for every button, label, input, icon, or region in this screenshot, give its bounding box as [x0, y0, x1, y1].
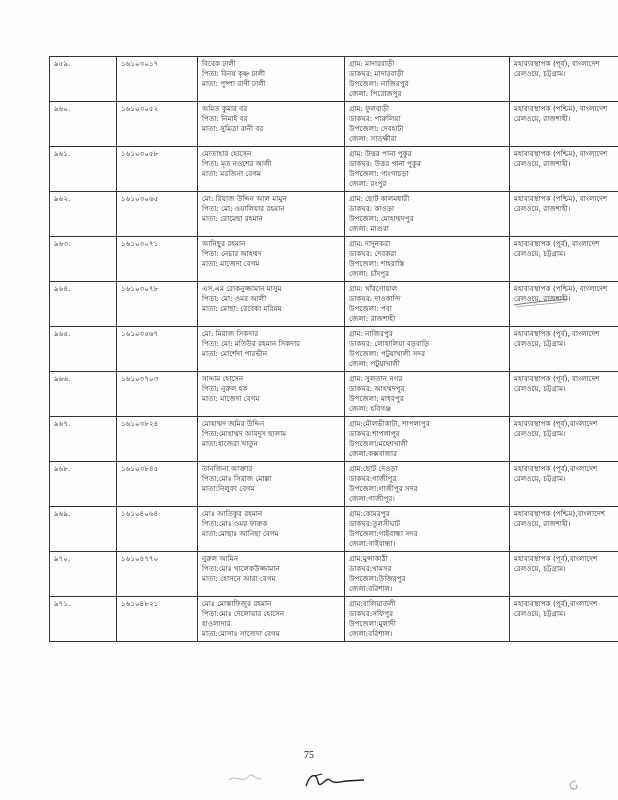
- address-line: জেলা:গাইবান্ধা।: [349, 539, 396, 548]
- address-line: ডাকঘর:সফিপুর: [349, 609, 394, 618]
- address-line: ডাকঘর:গাজীপুর: [349, 474, 397, 483]
- address-line: জেলা:বরিশাল।: [349, 629, 393, 638]
- name-cell: [198, 552, 345, 597]
- address-line: গ্রাম:বালিয়াতলী: [349, 599, 396, 608]
- name-line: মোহাম্মদ জমির উদ্দিন: [202, 419, 265, 428]
- name-line: পিতা:মোঃ দেলোয়ার হোসেন: [202, 609, 285, 618]
- posting-line: মহাব্যবস্থাপক (পূর্ব),বাংলাদেশ: [514, 599, 598, 608]
- name-line: মো: রিয়াজ উদ্দিন আল মামুন: [202, 194, 287, 203]
- name-cell: [198, 102, 345, 147]
- faint-stamp-mark: [225, 770, 265, 788]
- address-line: জেলা: রংপুর: [349, 179, 387, 188]
- address-line: গ্রাম:ছোট দেওড়া: [349, 464, 398, 473]
- address-cell: [345, 417, 510, 462]
- address-line: জেলা: পটুয়াখালী: [349, 359, 400, 368]
- posting-line: রেলওয়ে, চট্টগ্রাম।: [514, 384, 566, 393]
- name-line: মাতা:মোছাঃ আনিছা বেগম: [202, 529, 279, 538]
- address-line: ডাকঘর:খামসর: [349, 564, 392, 573]
- address-cell: [345, 102, 510, 147]
- name-line: মো: মিরাজ সিকদার: [202, 329, 259, 338]
- address-line: উপজেলা: গাংগাচড়া: [349, 169, 409, 178]
- serial-number: ৯৭০.: [54, 554, 71, 563]
- address-line: জেলা:কক্সবাজার: [349, 449, 398, 458]
- name-line: পিতা: মৃত নওশের আলী: [202, 159, 272, 168]
- name-cell: [198, 597, 345, 642]
- address-line: ডাকঘর: আহম্মদপুর: [349, 384, 405, 393]
- roll-number: ১৬১০৩০১৭: [121, 59, 159, 68]
- roll-cell: [117, 147, 198, 192]
- roll-number: ১৬১০৩০৫২: [121, 104, 159, 113]
- table-row: [50, 597, 618, 642]
- name-line: পিতা: বিনয় কৃষ্ণ ঢালী: [202, 69, 266, 78]
- serial-number: ৯৬৬.: [54, 374, 71, 383]
- posting-cell: [510, 462, 618, 507]
- address-cell: [345, 57, 510, 102]
- serial-cell: [50, 327, 117, 372]
- address-line: গ্রাম: মাদারবাড়ী: [349, 59, 395, 68]
- address-line: জেলা: পিরোজপুর: [349, 89, 402, 98]
- address-line: উপজেলা: নাজিরপুর: [349, 79, 409, 88]
- serial-number: ৯৬১.: [54, 149, 71, 158]
- address-line: গ্রাম:মুন্সাকাঠী: [349, 554, 388, 563]
- serial-cell: [50, 192, 117, 237]
- serial-number: ৯৬৪.: [54, 284, 71, 293]
- serial-number: ৯৬৮.: [54, 464, 71, 473]
- roll-number: ১৬১০৩০৬৫: [121, 194, 159, 203]
- serial-cell: [50, 507, 117, 552]
- serial-number: ৯৬৩.: [54, 239, 71, 248]
- posting-cell: [510, 57, 618, 102]
- roll-number: ১৬১০৩০৭৮: [121, 284, 159, 293]
- name-line: মাতা: মাজেদা বেগম: [202, 394, 260, 403]
- corner-mark: [566, 778, 580, 792]
- serial-number: ৯৬৯.: [54, 509, 71, 518]
- serial-cell: [50, 57, 117, 102]
- address-line: উপজেলা: মোহাম্মদপুর: [349, 214, 414, 223]
- name-line: পিতা: নিমাই বর: [202, 114, 248, 123]
- roll-number: ১৬১০৩০৫৮: [121, 149, 159, 158]
- posting-line: মহাব্যবস্থাপক (পূর্ব),বাংলাদেশ: [514, 554, 598, 563]
- name-cell: [198, 237, 345, 282]
- name-line: মাতা:হাজেরা খাতুন: [202, 439, 258, 448]
- posting-line: রেলওয়ে, চট্টগ্রাম।: [514, 69, 566, 78]
- posting-cell: [510, 327, 618, 372]
- roll-number: ১৬১০৩০৭১: [121, 239, 159, 248]
- posting-line: রেলওয়ে, রাজশাহী।: [514, 294, 571, 303]
- address-line: উপজেলা: শাহরাস্তি: [349, 259, 405, 268]
- name-line: আনিছুর রহমান: [202, 239, 246, 248]
- name-line: পিতা: মো: মতিউর রহমান সিকদার: [202, 339, 301, 348]
- name-line: মাতা: রোমেছা রহমান: [202, 214, 263, 223]
- serial-number: ৯৭১.: [54, 599, 71, 608]
- name-line: হাওলাদার: [202, 619, 231, 628]
- posting-line: মহাব্যবস্থাপক (পূর্ব), বাংলাদেশ: [514, 239, 600, 248]
- address-line: জেলা: মাগুরা: [349, 224, 389, 233]
- roll-cell: [117, 597, 198, 642]
- name-line: পিতা:মোঃ খালেকউজ্জামান: [202, 564, 280, 573]
- posting-line: মহাব্যবস্থাপক (পূর্ব), বাংলাদেশ: [514, 329, 600, 338]
- roll-cell: [117, 237, 198, 282]
- name-line: মোঃ মোস্তাফিজুর রহমান: [202, 599, 272, 608]
- name-cell: [198, 57, 345, 102]
- roll-number: ১৬১০৪৭৭০: [121, 554, 159, 563]
- name-line: মোঃ আতিকুর রহমান: [202, 509, 263, 518]
- address-cell: [345, 147, 510, 192]
- address-line: জেলা: হবিগঞ্জ: [349, 404, 392, 413]
- posting-line: মহাব্যবস্থাপক (পশ্চিম), বাংলাদেশ: [514, 284, 608, 293]
- posting-cell: [510, 597, 618, 642]
- name-line: মাতা:নিলুফা বেগম: [202, 484, 255, 493]
- name-line: পিতা:মোঃ ওমর ফারুক: [202, 519, 268, 528]
- posting-line: মহাব্যবস্থাপক (পূর্ব), বাংলাদেশ: [514, 59, 600, 68]
- roll-number: ১৬১০৩৮২৪: [121, 419, 159, 428]
- posting-cell: [510, 237, 618, 282]
- name-line: মাতা: মোছা: রেবেকা মরিয়ম: [202, 304, 282, 313]
- name-line: মাতা: মরজিনা বেগম: [202, 169, 261, 178]
- table-row: [50, 552, 618, 597]
- pen-mark: [512, 296, 572, 310]
- name-line: মাতা: সুমিত্রা রানী বর: [202, 124, 264, 133]
- name-line: মাতা:মোসাঃ সাজেদা বেগম: [202, 629, 280, 638]
- address-line: জেলা: চাঁদপুর: [349, 269, 390, 278]
- address-line: গ্রাম: খাঁরগোয়াল: [349, 284, 398, 293]
- address-line: জেলা:বরিশাল।: [349, 584, 393, 593]
- table-row: [50, 237, 618, 282]
- address-line: জেলা:গাজীপুর।: [349, 494, 395, 503]
- posting-line: মহাব্যবস্থাপক (পূর্ব),বাংলাদেশ: [514, 464, 598, 473]
- roll-cell: [117, 282, 198, 327]
- table-row: [50, 417, 618, 462]
- candidate-table: [49, 56, 618, 642]
- posting-line: মহাব্যবস্থাপক (পশ্চিম), বাংলাদেশ: [514, 104, 608, 113]
- address-line: উপজেলা: পটুয়াখালী সদর: [349, 349, 426, 358]
- posting-line: রেলওয়ে, চট্টগ্রাম।: [514, 474, 566, 483]
- address-cell: [345, 462, 510, 507]
- address-line: ডাকঘর:শাপলাপুর: [349, 429, 400, 438]
- name-cell: [198, 372, 345, 417]
- name-cell: [198, 327, 345, 372]
- table-row: [50, 462, 618, 507]
- name-line: পিতা:মোহাম্মদ আবদুস ছালাম: [202, 429, 287, 438]
- address-line: গ্রাম: ছোট কালমধারী: [349, 194, 410, 203]
- address-line: ডাকঘর:তুলসীঘাট: [349, 519, 401, 528]
- address-line: ডাকঘর: দেবকরা: [349, 249, 397, 258]
- serial-number: ৯৬৭.: [54, 419, 71, 428]
- posting-line: মহাব্যবস্থাপক (পূর্ব), বাংলাদেশ: [514, 374, 600, 383]
- serial-number: ৯৬০.: [54, 104, 71, 113]
- posting-line: মহাব্যবস্থাপক (পশ্চিম),বাংলাদেশ: [514, 509, 606, 518]
- name-line: মোতাহার হোসেন: [202, 149, 252, 158]
- serial-cell: [50, 462, 117, 507]
- posting-cell: [510, 552, 618, 597]
- address-line: গ্রাম:মৌলভীকাটা, শাপলাপুর: [349, 419, 430, 428]
- address-cell: [345, 597, 510, 642]
- name-cell: [198, 507, 345, 552]
- address-line: উপজেলা:মুলাদী: [349, 619, 396, 628]
- name-line: নুরুল আমিন: [202, 554, 239, 563]
- posting-line: মহাব্যবস্থাপক (পূর্ব),বাংলাদেশ: [514, 419, 598, 428]
- roll-cell: [117, 462, 198, 507]
- address-line: উপজেলা:উজিরপুর: [349, 574, 406, 583]
- posting-line: রেলওয়ে, রাজশাহী।: [514, 204, 571, 213]
- posting-cell: [510, 147, 618, 192]
- serial-cell: [50, 372, 117, 417]
- serial-cell: [50, 417, 117, 462]
- posting-line: মহাব্যবস্থাপক (পশ্চিম), বাংলাদেশ: [514, 149, 608, 158]
- address-line: উপজেলা: পবা: [349, 304, 392, 313]
- address-line: গ্রাম:কোমরপুর: [349, 509, 390, 518]
- candidate-table-body: [50, 57, 618, 642]
- roll-cell: [117, 417, 198, 462]
- address-line: উপজেলা:গাজীপুর সদর: [349, 484, 418, 493]
- table-row: [50, 507, 618, 552]
- posting-line: রেলওয়ে, চট্টগ্রাম।: [514, 429, 566, 438]
- posting-line: রেলওয়ে, রাজশাহী।: [514, 519, 571, 528]
- page-number: 75: [304, 750, 314, 761]
- roll-number: ১৬১০৪০৬৪: [121, 509, 159, 518]
- posting-line: রেলওয়ে, চট্টগ্রাম।: [514, 339, 566, 348]
- posting-cell: [510, 417, 618, 462]
- address-line: জেলা: রাজশাহী: [349, 314, 396, 323]
- posting-line: রেলওয়ে, চট্টগ্রাম।: [514, 249, 566, 258]
- posting-line: রেলওয়ে, চট্টগ্রাম।: [514, 609, 566, 618]
- name-line: মাতা: হোসনে আরা বেগম: [202, 574, 276, 583]
- roll-cell: [117, 192, 198, 237]
- roll-cell: [117, 327, 198, 372]
- name-cell: [198, 462, 345, 507]
- serial-cell: [50, 147, 117, 192]
- name-cell: [198, 282, 345, 327]
- address-cell: [345, 327, 510, 372]
- name-cell: [198, 417, 345, 462]
- name-line: পিতা: নেচার আহম্মদ: [202, 249, 262, 258]
- address-cell: [345, 507, 510, 552]
- address-line: জেলা: সাতক্ষীরা: [349, 134, 397, 143]
- table-row: [50, 327, 618, 372]
- name-line: অমিত কুমার বর: [202, 104, 248, 113]
- table-row: [50, 102, 618, 147]
- name-line: পিতা: মো: ওমর আলী: [202, 294, 267, 303]
- name-line: মাতা: মোর্শেদা পারভীন: [202, 349, 268, 358]
- address-line: উপজেলা:গাইবান্ধা সদর: [349, 529, 418, 538]
- serial-cell: [50, 597, 117, 642]
- posting-cell: [510, 372, 618, 417]
- address-line: ডাকঘর: মাদারবাড়ী: [349, 69, 404, 78]
- roll-number: ১৬১০৩৮৪৫: [121, 464, 159, 473]
- address-line: গ্রাম: ফুলবাড়ী: [349, 104, 390, 113]
- address-line: উপজেলা: দেবহাটা: [349, 124, 404, 133]
- roll-number: ১৬১০৪৮২১: [121, 599, 159, 608]
- roll-number: ১৬১০৩৭০৩: [121, 374, 159, 383]
- posting-cell: [510, 507, 618, 552]
- posting-line: রেলওয়ে, রাজশাহী।: [514, 159, 571, 168]
- address-cell: [345, 552, 510, 597]
- table-row: [50, 147, 618, 192]
- serial-cell: [50, 282, 117, 327]
- roll-cell: [117, 57, 198, 102]
- roll-number: ১৬১০৩৫৬৭: [121, 329, 159, 338]
- name-line: পিতা:মোঃ সিরাজ মোল্লা: [202, 474, 272, 483]
- address-cell: [345, 237, 510, 282]
- serial-cell: [50, 102, 117, 147]
- name-line: মাতা: মাজেদা বেগম: [202, 259, 260, 268]
- table-row: [50, 192, 618, 237]
- address-line: ডাকঘর: দাওকান্দি: [349, 294, 401, 303]
- address-line: গ্রাম: সুলতান নগর: [349, 374, 403, 383]
- address-line: গ্রাম: উত্তর পানা পুকুর: [349, 149, 412, 158]
- table-row: [50, 57, 618, 102]
- posting-line: রেলওয়ে, রাজশাহী।: [514, 114, 571, 123]
- posting-line: রেলওয়ে, চট্টগ্রাম।: [514, 564, 566, 573]
- roll-cell: [117, 552, 198, 597]
- roll-cell: [117, 507, 198, 552]
- address-cell: [345, 192, 510, 237]
- signature-mark: [300, 768, 370, 794]
- name-line: বিবেক ঢালী: [202, 59, 236, 68]
- address-line: ডাকঘর: উত্তর পানা পুকুর: [349, 159, 421, 168]
- name-line: এস.এম রোকনুজ্জামান মাসুম: [202, 284, 282, 293]
- serial-number: ৯৬৫.: [54, 329, 71, 338]
- address-line: গ্রাম: নাজিরপুর: [349, 329, 393, 338]
- roll-cell: [117, 102, 198, 147]
- address-line: ডাকঘর: কাওড়া: [349, 204, 395, 213]
- roll-cell: [117, 372, 198, 417]
- posting-line: মহাব্যবস্থাপক (পশ্চিম), বাংলাদেশ: [514, 194, 608, 203]
- serial-number: ৯৫৯.: [54, 59, 71, 68]
- address-cell: [345, 372, 510, 417]
- address-line: ডাকঘর: পারুলিয়া: [349, 114, 401, 123]
- address-cell: [345, 282, 510, 327]
- name-line: তানজিনা আক্তার: [202, 464, 253, 473]
- serial-cell: [50, 237, 117, 282]
- name-line: পিতা: নুরুল হক: [202, 384, 248, 393]
- table-row: [50, 372, 618, 417]
- name-line: মাতা: পুষ্পা রাণী ঢালী: [202, 79, 266, 88]
- name-line: পিতা: মো: ওয়ালিয়ার রহমান: [202, 204, 285, 213]
- serial-cell: [50, 552, 117, 597]
- address-line: গ্রাম: দাদুনকরা: [349, 239, 391, 248]
- name-cell: [198, 147, 345, 192]
- name-line: সাদ্দাম হোসেন: [202, 374, 244, 383]
- posting-cell: [510, 192, 618, 237]
- address-line: উপজেলা:মহেশখালী: [349, 439, 408, 448]
- address-line: উপজেলা: মাধবপুর: [349, 394, 404, 403]
- address-line: ডাকঘর: লোহালিয়া বড়বাড়ি: [349, 339, 430, 348]
- posting-cell: [510, 102, 618, 147]
- name-cell: [198, 192, 345, 237]
- serial-number: ৯৬২.: [54, 194, 71, 203]
